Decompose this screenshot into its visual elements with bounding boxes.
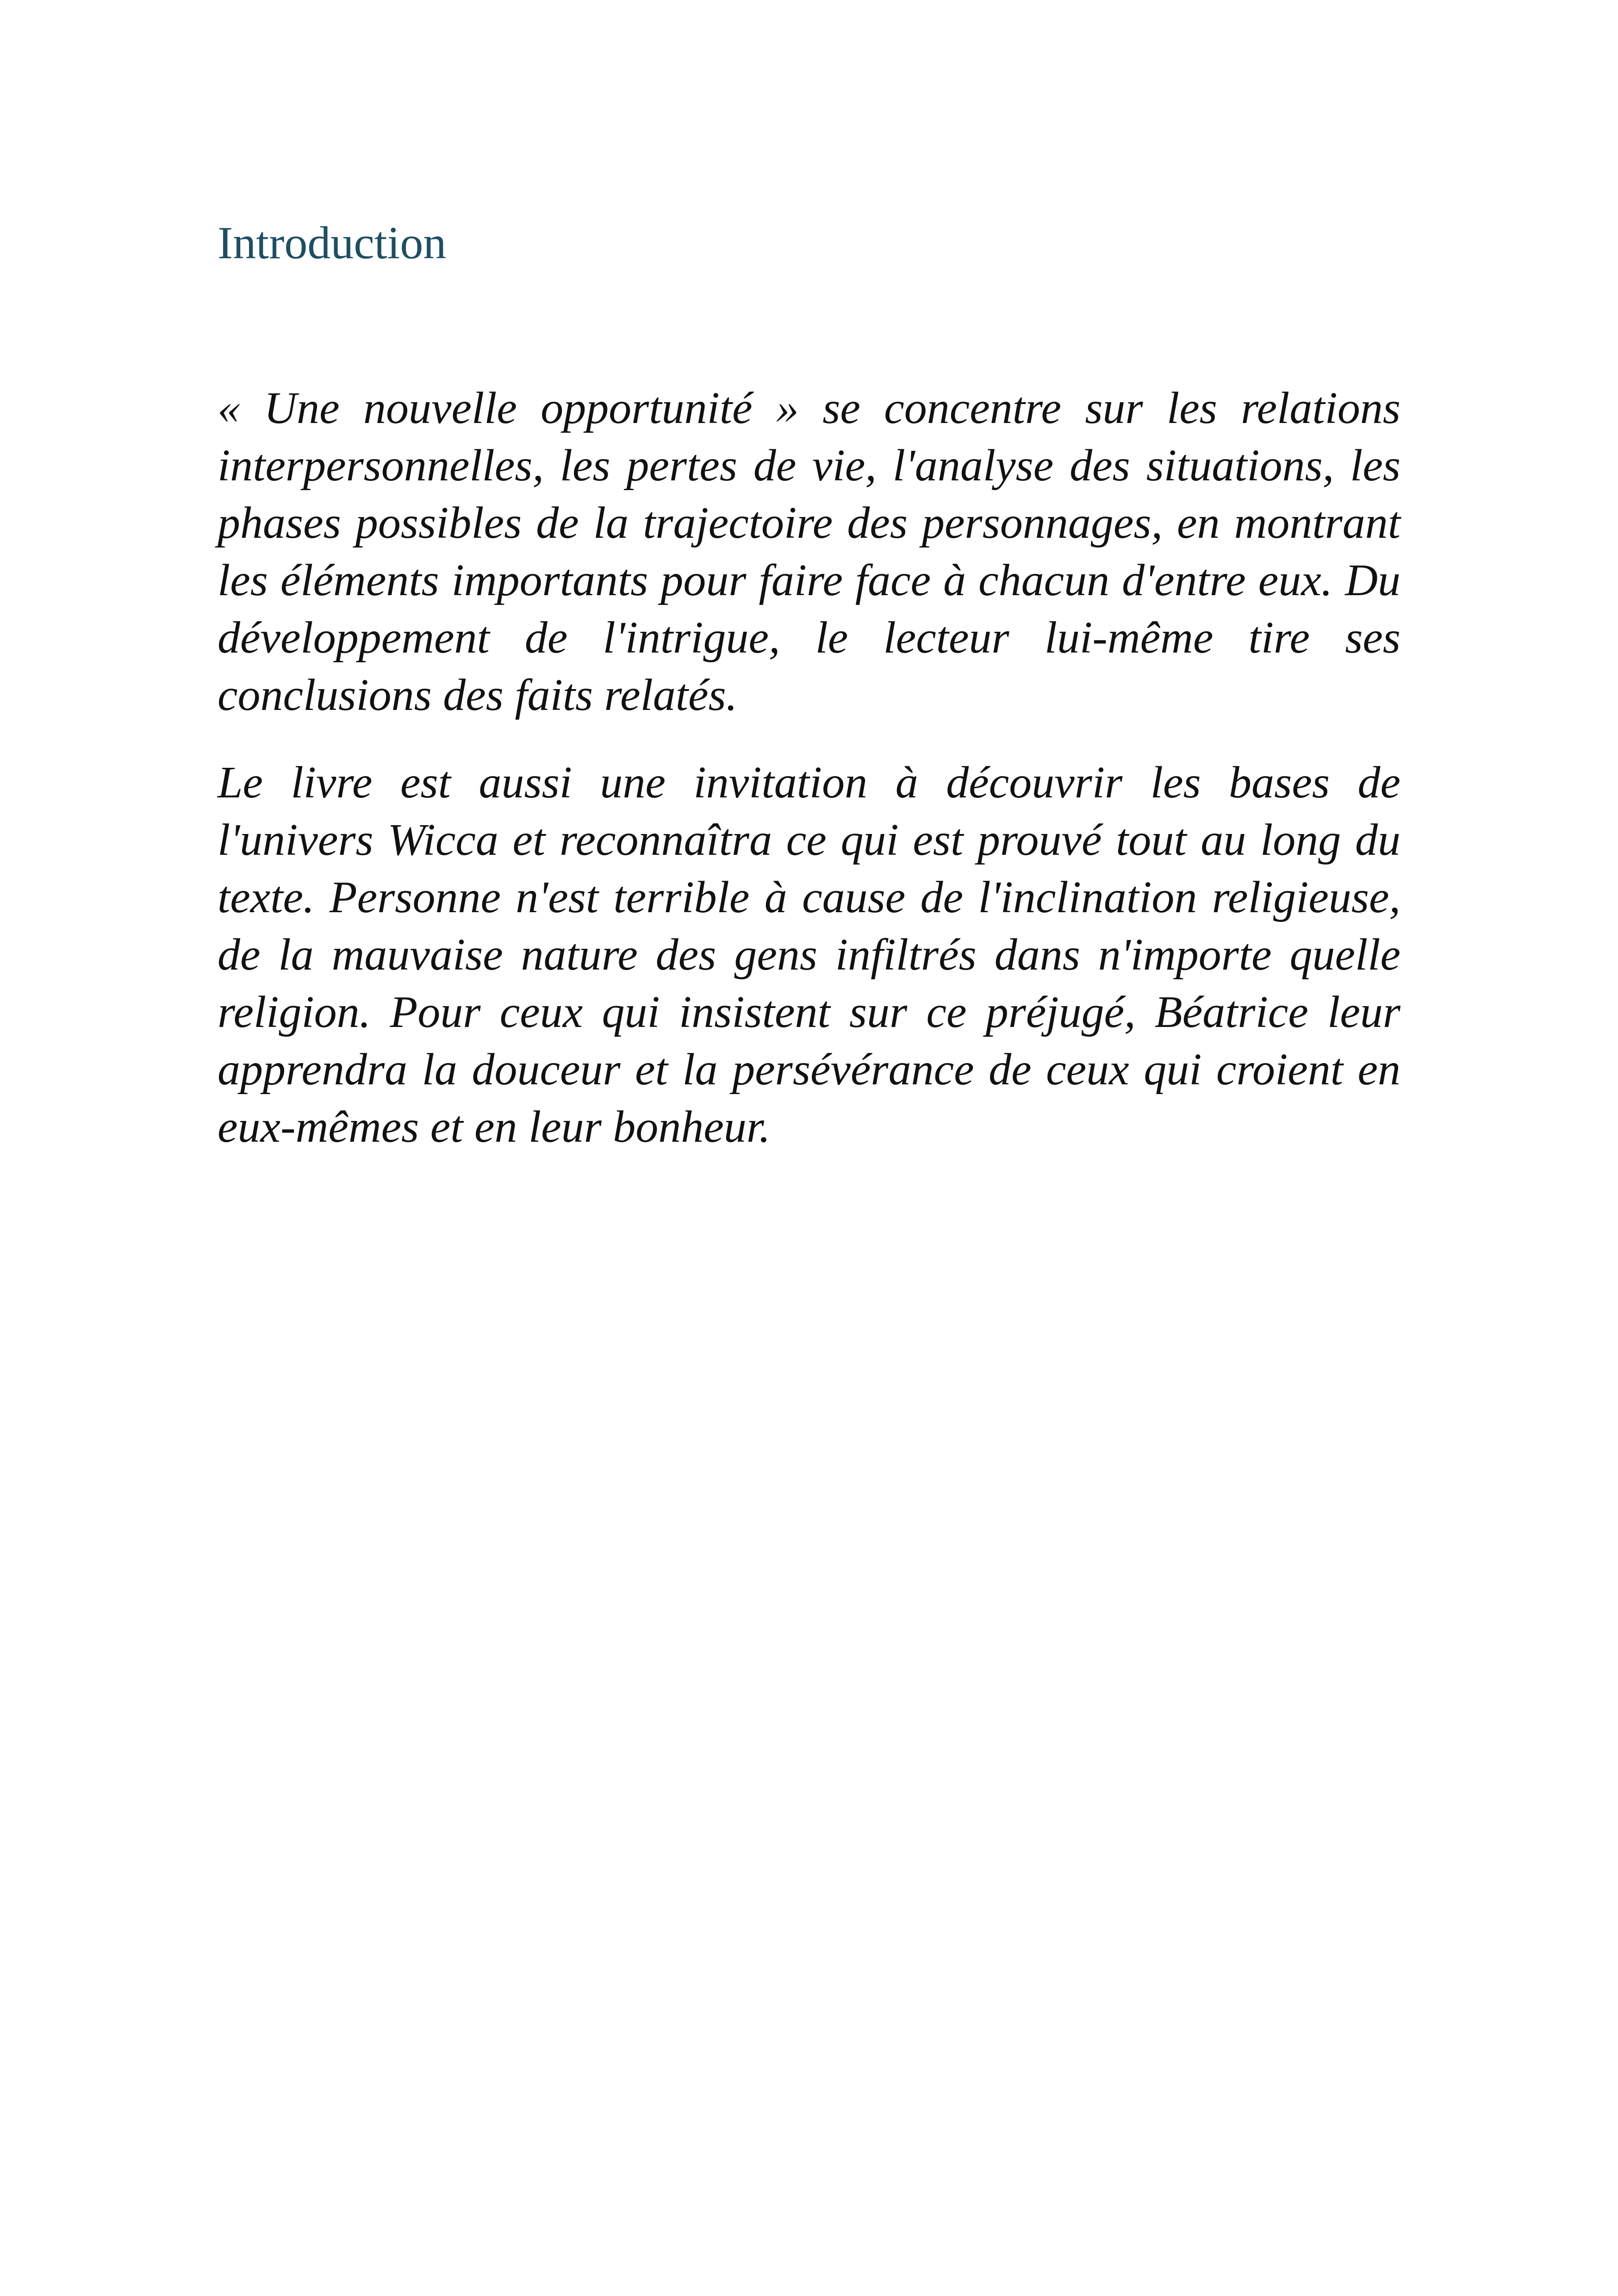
body-text (218, 380, 1400, 1186)
page-title: Introduction (218, 217, 447, 268)
paragraph-2: Le livre est aussi une invitation à découvrir les bases de l'univers Wicca et reconnaîtra ce qui est prouvé tout au long du texte. Personne n'est terrible à cause de l'inclination religieuse, de la mauvaise nature des gens infiltrés dans n'importe quelle religion. Pour ceux qui insistent sur ce préjugé, Béatrice leur apprendra la douceur et la persévérance de ceux qui croient en eux-mêmes et en leur bonheur. (218, 758, 1400, 1152)
paragraph-1: « Une nouvelle opportunité » se concentre sur les relations interpersonnelles, les pertes de vie, l'analyse des situations, les phases possibles de la trajectoire des personnages, en montrant les éléments importants pour faire face à chacun d'entre eux. Du développement de l'intrigue, le lecteur lui-même tire ses conclusions des faits relatés. (218, 383, 1400, 720)
